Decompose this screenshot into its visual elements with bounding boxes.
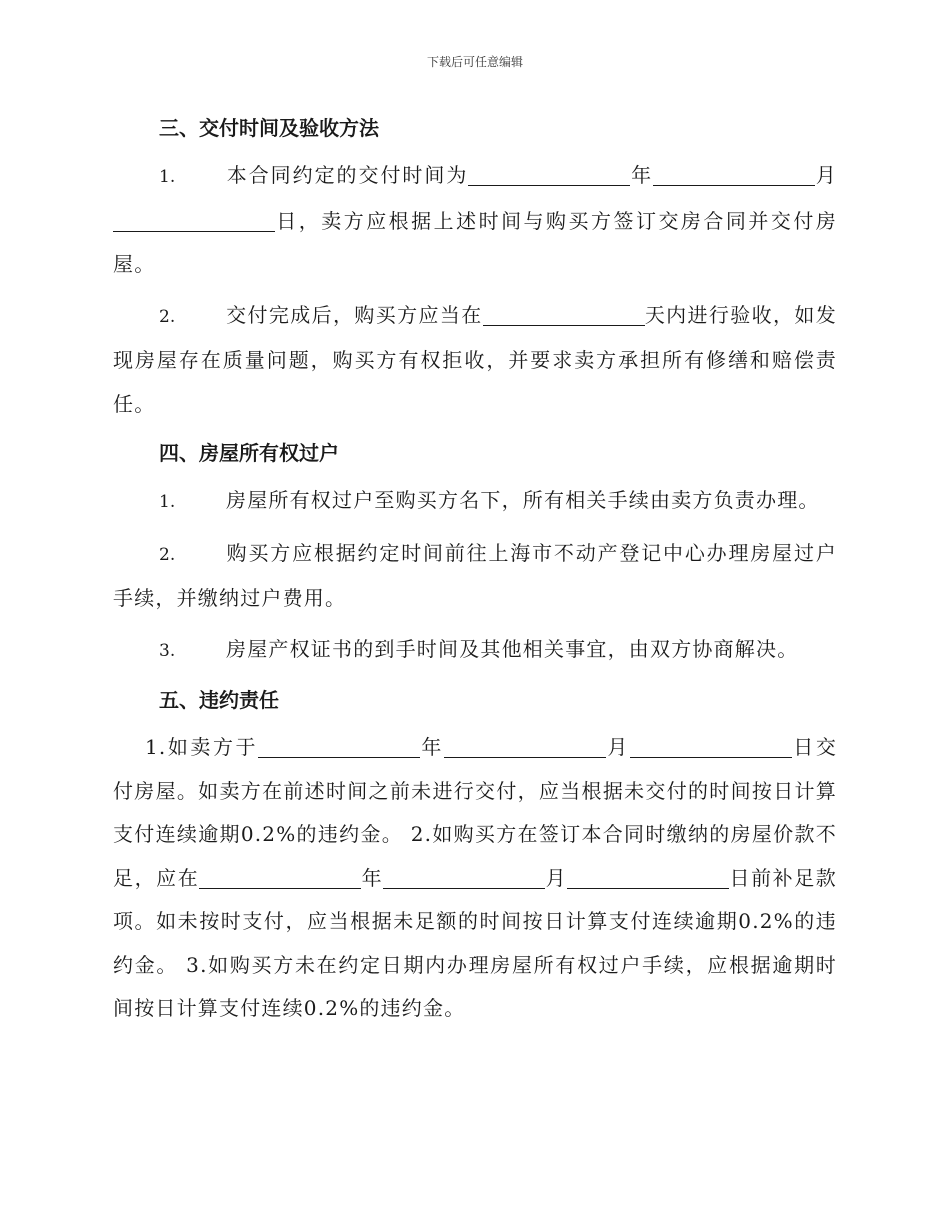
blank-field-month [444,735,606,758]
document-body [113,108,837,1031]
item-text: 购买方应根据约定时间前往上海市不动产登记中心办理房屋过户手续，并缴纳过户费用。 [113,540,837,610]
item-text: 天内进行验收，如发现房屋存在质量问题，购买方有权拒收，并要求卖方承担所有修缮和赔偿责任。 [113,302,837,416]
blank-field-day [113,209,275,232]
para-text: 日交付房屋。如卖方在前述时间之前未进行交付，应当根据未交付的时间按日计算支付连续逾期0.2%的违约金。 2.如购买方在签订本合同时缴纳的房屋价款不足，应在 [113,735,838,890]
item-number: 2. [159,306,176,327]
item-text: 交付完成后，购买方应当在 [226,302,483,327]
item-text: 月 [815,163,837,187]
blank-field-year [468,163,630,186]
blank-field-days [483,303,645,326]
section-4-item-1 [113,479,837,525]
item-text: 房屋产权证书的到手时间及其他相关事宜，由双方协商解决。 [226,636,799,661]
item-number: 1. [159,167,176,187]
blank-field-day [567,866,729,889]
blank-field-month [653,163,815,186]
section-3-item-2 [113,294,837,427]
para-text: 月 [605,735,630,759]
para-text: 月 [545,865,568,890]
section-4-item-2 [113,532,837,621]
section-4-item-3 [113,628,837,674]
para-text: 1.如卖方于 [145,735,259,759]
blank-field-month [383,866,545,889]
blank-field-year [258,735,420,758]
item-number: 2. [159,544,176,565]
section-3-item-1 [113,154,837,287]
item-text: 房屋所有权过户至购买方名下，所有相关手续由卖方负责办理。 [226,488,820,512]
para-text: 年 [420,735,444,759]
para-text: 日前补足款项。如未按时支付，应当根据未足额的时间按日计算支付连续逾期0.2%的违约金。 3.如购买方未在约定日期内办理房屋所有权过户手续，应根据逾期时间按日计算支付连续0.2%的违约金。 [113,865,837,1020]
blank-field-year [199,866,361,889]
section-5-heading: 五、违约责任 [159,688,279,712]
item-number: 1. [159,492,176,512]
item-text: 日，卖方应根据上述时间与购买方签订交房合同并交付房屋。 [113,208,837,276]
section-4-heading: 四、房屋所有权过户 [159,441,339,465]
para-text: 年 [361,865,384,890]
section-5-paragraph [113,726,837,1031]
blank-field-day [630,735,792,758]
page-header: 下载后可任意编辑 [426,55,523,69]
item-text: 年 [630,163,654,187]
item-number: 3. [159,640,176,661]
section-3-heading: 三、交付时间及验收方法 [159,116,379,140]
item-text: 本合同约定的交付时间为 [226,163,469,187]
